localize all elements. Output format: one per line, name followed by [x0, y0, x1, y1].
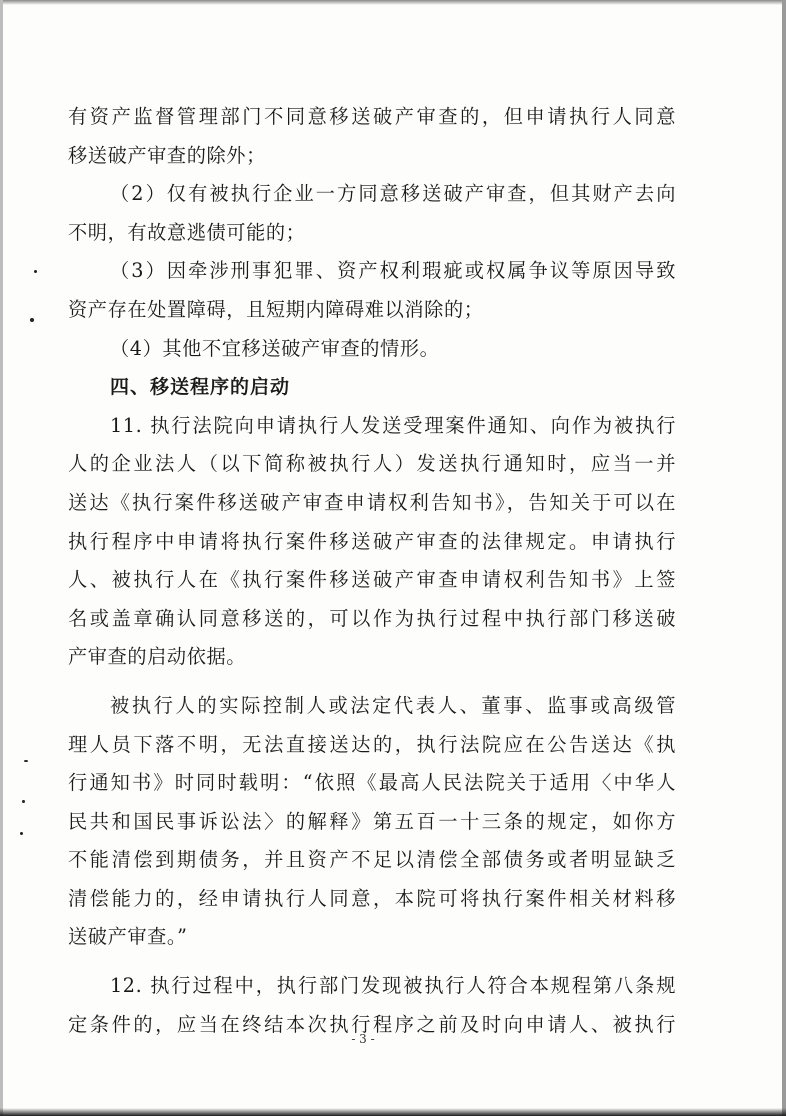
text-line: （2）仅有被执行企业一方同意移送破产审查，但其财产去向	[110, 182, 676, 206]
text-line: 人的企业法人（以下简称被执行人）发送执行通知时，应当一并	[68, 452, 676, 476]
paragraph-gap	[68, 677, 676, 687]
paragraph-gap	[68, 957, 676, 967]
text-line: 执行程序中申请将执行案件移送破产审查的法律规定。申请执行	[68, 529, 676, 553]
section-heading: 四、移送程序的启动	[110, 376, 291, 399]
text-line: 11. 执行法院向申请执行人发送受理案件通知、向作为被执行	[110, 413, 676, 437]
text-line: 名或盖章确认同意移送的，可以作为执行过程中执行部门移送破	[68, 606, 676, 630]
text-line: 有资产监督管理部门不同意移送破产审查的，但申请执行人同意	[68, 105, 676, 128]
text-line: 资产存在处置障碍，且短期内障碍难以消除的；	[68, 297, 484, 321]
scan-speck	[24, 760, 28, 762]
text-line: （3）因牵涉刑事犯罪、资产权利瑕疵或权属争议等原因导致	[110, 259, 676, 283]
text-line: 民共和国民事诉讼法〉的解释》第五百一十三条的规定，如你方	[68, 809, 676, 833]
scan-speck	[30, 318, 34, 322]
text-line: 人、被执行人在《执行案件移送破产审查申请权利告知书》上签	[68, 568, 676, 592]
text-line: 不能清偿到期债务，并且资产不足以清偿全部债务或者明显缺乏	[68, 848, 676, 872]
text-line: 移送破产审查的除外；	[68, 143, 266, 167]
scan-speck	[22, 800, 25, 803]
text-line: 送达《执行案件移送破产审查申请权利告知书》，告知关于可以在	[68, 490, 676, 514]
text-line: 清偿能力的，经申请执行人同意，本院可将执行案件相关材料移	[68, 886, 676, 910]
scan-speck	[20, 832, 23, 835]
scan-speck	[34, 270, 37, 273]
text-line: 送破产审查。”	[68, 925, 188, 949]
scan-edge-right	[782, 0, 786, 1116]
text-line: 行通知书》时同时载明：“依照《最高人民法院关于适用〈中华人	[68, 771, 676, 795]
text-line: 12. 执行过程中，执行部门发现被执行人符合本规程第八条规	[110, 974, 676, 998]
document-body	[68, 98, 676, 1044]
scan-edge-left	[0, 0, 3, 1116]
text-line: 不明，有故意逃债可能的；	[68, 220, 306, 244]
scan-edge-top	[0, 0, 786, 5]
text-line: （4）其他不宜移送破产审查的情形。	[110, 336, 440, 360]
text-line: 被执行人的实际控制人或法定代表人、董事、监事或高级管	[110, 693, 676, 717]
text-line: 定条件的，应当在终结本次执行程序之前及时向申请人、被执行	[68, 1012, 676, 1036]
text-line: 理人员下落不明，无法直接送达的，执行法院应在公告送达《执	[68, 732, 676, 756]
text-line: 产审查的启动依据。	[68, 645, 247, 669]
scan-edge-bottom	[0, 1108, 786, 1116]
page-number: - 3 -	[351, 1032, 375, 1046]
